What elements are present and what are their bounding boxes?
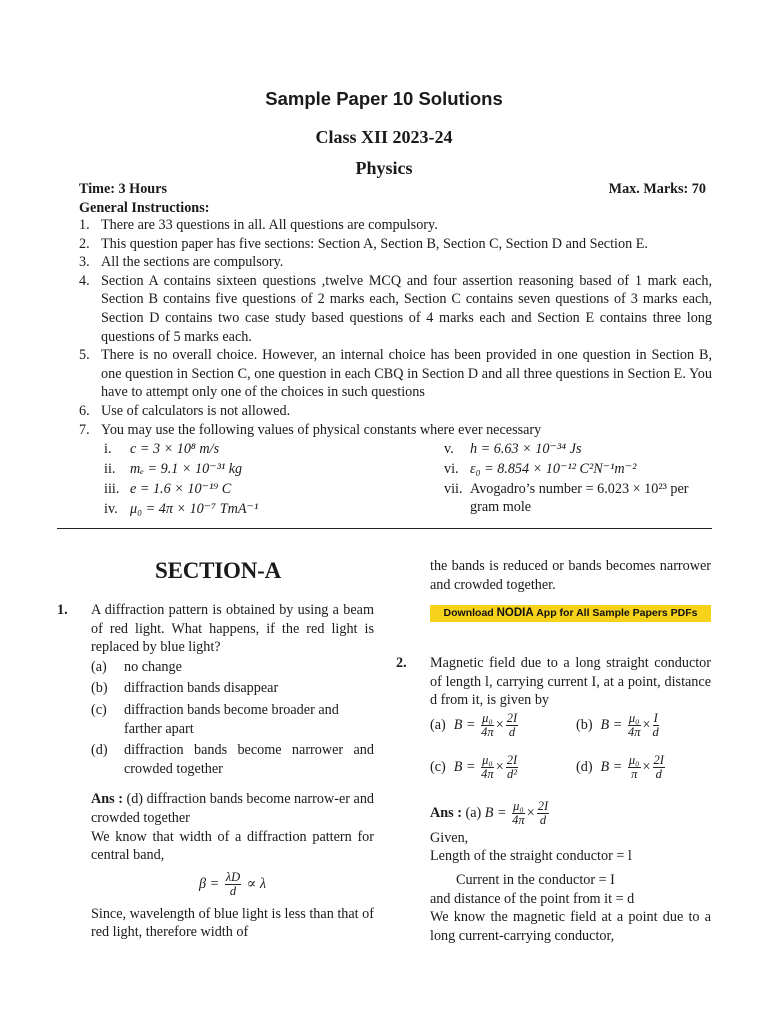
times-sign: × <box>642 716 651 733</box>
formula-lhs: B = <box>600 758 623 775</box>
question-number: 2. <box>396 655 407 671</box>
const-value: ε₀ = 8.854 × 10⁻¹² C²N⁻¹m⁻² <box>470 461 637 477</box>
section-divider <box>57 528 712 529</box>
fraction <box>653 712 659 739</box>
option: (a) no change <box>91 658 182 675</box>
answer-text: (d) diffraction bands become narrow-er and crowded together <box>91 791 375 826</box>
numerator: 2I <box>506 710 518 725</box>
instruction-number: 6. <box>79 402 90 419</box>
denominator: d <box>655 766 662 781</box>
option <box>576 754 667 781</box>
denominator: d <box>652 724 659 739</box>
formula-fraction: $\frac{\lambda D}{d}$ <box>225 869 241 898</box>
numerator: μ₀ <box>628 752 640 767</box>
option: (d) diffraction bands become narrower and crowded together <box>91 742 374 777</box>
option-label: (d) <box>576 758 593 775</box>
instruction-item <box>79 402 712 421</box>
instruction-item <box>79 346 712 402</box>
option-label: (b) <box>576 716 593 733</box>
instruction-text: Section A contains sixteen questions ,twelve MCQ and four assertion reasoning based of 1 mark each, Section B contains five questions of 2 marks each, Section C contains seven questions of 3 marks each, Section D contains two case study based questions of 4 marks each and Section E contains three long questions of 5 marks each. <box>101 272 712 345</box>
instruction-item <box>79 421 712 440</box>
instruction-number: 2. <box>79 235 90 252</box>
denominator: d <box>539 812 547 827</box>
formula-width <box>91 871 374 901</box>
option: (c) diffraction bands become broader and farther apart <box>91 701 339 737</box>
answer-label: Ans : <box>430 804 462 821</box>
question-text: A diffraction pattern is obtained by using a beam of red light. What happens, if the red light is replaced by blue light? <box>91 602 374 656</box>
option-label: (a) <box>430 716 446 733</box>
fraction <box>628 712 641 739</box>
numerator: 2I <box>653 752 664 767</box>
answer-block <box>430 800 711 827</box>
instruction-item <box>79 253 712 272</box>
const-value: Avogadro’s number = 6.023 × 10²³ per <box>470 481 689 497</box>
instruction-text: There is no overall choice. However, an internal choice has been provided in one question in Section B, one question in Section C, one question in each CBQ in Section D and all three questions in Section E. You have to attempt only one of the choices in such questions <box>101 347 712 401</box>
const-num: vii. <box>444 481 463 497</box>
formula-lhs: β = <box>198 875 220 892</box>
const-value: μ₀ = 4π × 10⁻⁷ TmA⁻¹ <box>130 501 259 517</box>
numerator: μ₀ <box>482 752 493 767</box>
answer-label: Ans : <box>91 791 123 808</box>
instruction-text: There are 33 questions in all. All questions are compulsory. <box>101 217 438 233</box>
denominator: 4π <box>481 766 494 781</box>
instruction-number: 1. <box>79 217 90 233</box>
given-label: Given, <box>430 829 469 846</box>
explanation-continued: the bands is reduced or bands becomes narrower and crowded together. <box>430 558 711 593</box>
numerator: 2I <box>506 752 518 767</box>
fraction <box>537 800 549 827</box>
question-text: Magnetic field due to a long straight conductor of length l, carrying current I, at a point, distance d from it, is given by <box>430 655 711 709</box>
instruction-text: You may use the following values of physical constants where ever necessary <box>101 421 542 438</box>
instruction-item <box>79 216 712 235</box>
times-sign: × <box>526 804 535 821</box>
const-num: v. <box>444 441 454 457</box>
explanation: We know that width of a diffraction pattern for central band, <box>91 828 374 864</box>
numerator: 2I <box>537 798 549 813</box>
option <box>430 754 520 781</box>
time-label: Time: 3 Hours <box>79 181 168 197</box>
denominator: 4π <box>512 812 525 827</box>
max-marks-label: Max. Marks: 70 <box>608 181 706 197</box>
instruction-text: Use of calculators is not allowed. <box>101 402 291 419</box>
fraction <box>512 800 525 827</box>
formula-lhs: B = <box>484 804 507 821</box>
fraction <box>628 754 641 781</box>
question-2 <box>396 654 711 945</box>
instruction-text: This question paper has five sections: Section A, Section B, Section C, Section D and Section E. <box>101 235 648 252</box>
section-a-heading: SECTION-A <box>155 558 282 583</box>
formula-lhs: B = <box>453 716 476 733</box>
options-grid <box>430 712 711 794</box>
instruction-number: 4. <box>79 272 90 289</box>
denominator: 4π <box>481 724 494 739</box>
fraction <box>653 754 665 781</box>
fraction <box>506 754 518 781</box>
answer-option: (a) <box>465 804 482 821</box>
answer-block <box>91 790 374 827</box>
numerator: μ₀ <box>628 710 640 725</box>
banner-prefix: Download <box>443 607 494 619</box>
instruction-number: 3. <box>79 254 90 271</box>
const-value: e = 1.6 × 10⁻¹⁹ C <box>130 481 232 497</box>
numerator: μ₀ <box>482 710 493 725</box>
instruction-item <box>79 235 712 254</box>
formula-rhs: ∝ λ <box>246 875 267 892</box>
banner-suffix: App for All Sample Papers PDFs <box>536 607 698 619</box>
denominator: π <box>631 766 638 781</box>
instruction-number: 7. <box>79 421 90 438</box>
fraction <box>481 712 494 739</box>
const-num: iv. <box>104 501 118 517</box>
question-1 <box>57 601 374 942</box>
given-line: Length of the straight conductor = l <box>430 848 632 865</box>
const-num: i. <box>104 441 112 457</box>
const-value: h = 6.63 × 10⁻³⁴ Js <box>470 441 582 457</box>
numerator: I <box>653 710 658 725</box>
denominator: d <box>508 724 516 739</box>
const-num: vi. <box>444 461 459 477</box>
const-value: gram mole <box>470 499 532 515</box>
option <box>576 712 661 739</box>
times-sign: × <box>495 716 504 733</box>
download-app-banner[interactable] <box>430 605 711 622</box>
formula-lhs: B = <box>453 758 476 775</box>
fraction <box>481 754 494 781</box>
paper-title: Sample Paper 10 Solutions <box>265 88 503 109</box>
numerator: μ₀ <box>513 798 524 813</box>
fraction <box>506 712 518 739</box>
const-num: ii. <box>104 461 116 477</box>
question-number: 1. <box>57 602 68 618</box>
given-line: and distance of the point from it = d <box>430 890 635 907</box>
denominator: 4π <box>627 724 641 739</box>
general-instructions-label: General Instructions: <box>79 200 210 216</box>
const-value: mₑ = 9.1 × 10⁻³¹ kg <box>130 461 243 477</box>
nodia-logo-text: NODIA <box>496 607 534 619</box>
denominator: d² <box>506 766 517 781</box>
times-sign: × <box>642 758 651 775</box>
instructions-list <box>79 216 712 439</box>
instruction-text: All the sections are compulsory. <box>101 254 284 271</box>
given-line: Current in the conductor = I <box>456 871 615 888</box>
options-list <box>91 658 374 779</box>
class-line: Class XII 2023-24 <box>315 127 453 147</box>
formula-lhs: B = <box>600 716 623 733</box>
answer-formula <box>484 798 551 827</box>
option <box>430 712 520 739</box>
explanation: Since, wavelength of blue light is less than that of red light, therefore width of <box>91 905 374 941</box>
instruction-number: 5. <box>79 347 90 364</box>
instruction-item <box>79 272 712 346</box>
subject-title: Physics <box>355 158 413 178</box>
const-num: iii. <box>104 481 120 497</box>
const-value: c = 3 × 10⁸ m/s <box>130 441 220 457</box>
times-sign: × <box>495 758 504 775</box>
option: (b) diffraction bands disappear <box>91 680 279 697</box>
option-label: (c) <box>430 758 446 775</box>
given-line: We know the magnetic field at a point due to a long current-carrying conductor, <box>430 909 711 944</box>
